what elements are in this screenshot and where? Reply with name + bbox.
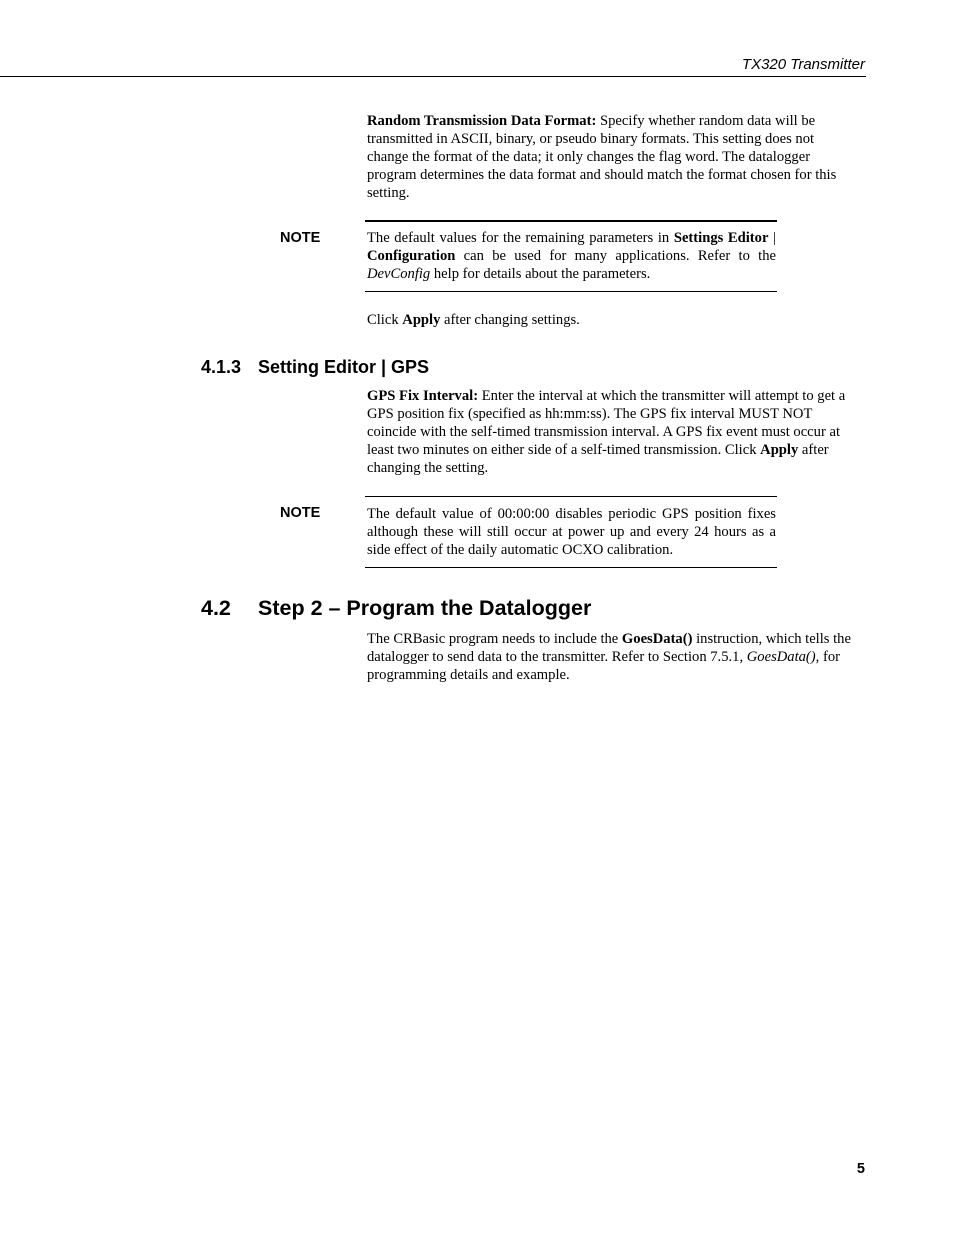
note1-bold-settings-editor: Settings Editor — [673, 230, 769, 246]
note1-text-part: can be used for many applications. Refer to the — [455, 248, 776, 264]
section-4-2-heading — [201, 596, 591, 621]
random-format-paragraph — [367, 112, 849, 202]
click-apply-text: Click — [367, 312, 403, 328]
random-format-text: Specify whether random data will be transmitted in ASCII, binary, or pseudo binary formats. This setting does not change the format of the data; it only changes the flag word. The datalogger program determines the data format and should match the format chosen for this setting. — [367, 113, 837, 201]
note2-label: NOTE — [280, 505, 321, 521]
section-number: 4.2 — [201, 596, 231, 620]
page-number: 5 — [856, 1161, 865, 1177]
gps-fix-text-end: after changing the setting. — [367, 442, 829, 476]
note1-bottom-rule — [365, 291, 777, 292]
random-format-label: Random Transmission Data Format: — [367, 113, 597, 129]
gps-apply-bold: Apply — [760, 442, 799, 458]
para42-text: The CRBasic program needs to include the — [367, 631, 622, 647]
note1-bold-configuration: Configuration — [367, 248, 456, 264]
section-title: Setting Editor | GPS — [258, 357, 430, 377]
note1-text — [367, 229, 776, 283]
gps-fix-text: Enter the interval at which the transmitter will attempt to get a GPS position fix (specified as hh:mm:ss). The GPS fix interval MUST NOT coincide with the self-timed transmission interval. A GPS fix event must occur at least two minutes on either side of a self-timed transmission. Click — [367, 388, 846, 458]
goesdata-bold: GoesData() — [621, 631, 693, 647]
click-apply-bold: Apply — [402, 312, 441, 328]
click-apply-paragraph — [367, 311, 849, 329]
note1-text-part: help for details about the parameters. — [430, 266, 651, 282]
note1-text-part: | — [768, 230, 776, 246]
click-apply-text: after changing settings. — [440, 312, 580, 328]
note1-italic-devconfig: DevConfig — [367, 266, 431, 282]
note2-top-rule — [365, 496, 777, 497]
note2-bottom-rule — [365, 567, 777, 568]
section-4-1-3-heading — [201, 357, 429, 378]
section-title: Step 2 – Program the Datalogger — [258, 596, 592, 620]
gps-fix-paragraph — [367, 387, 861, 477]
program-datalogger-paragraph — [367, 630, 863, 684]
header-rule — [0, 76, 866, 77]
running-header-title: TX320 Transmitter — [741, 56, 865, 73]
gps-fix-label: GPS Fix Interval: — [367, 388, 479, 404]
note2-text: The default value of 00:00:00 disables periodic GPS position fixes although these will still occur at power up and every 24 hours as a side effect of the daily automatic OCXO calibration. — [367, 506, 776, 558]
para42-text: , for programming details and example. — [367, 649, 840, 683]
section-number: 4.1.3 — [201, 357, 242, 377]
para42-text: instruction, which tells the datalogger to send data to the transmitter. Refer to Section 7.5.1, — [367, 631, 851, 665]
note1-top-rule — [365, 220, 777, 222]
note1-label: NOTE — [280, 230, 321, 246]
goesdata-italic: GoesData() — [746, 649, 816, 665]
note1-text-part: The default values for the remaining parameters in — [367, 230, 674, 246]
